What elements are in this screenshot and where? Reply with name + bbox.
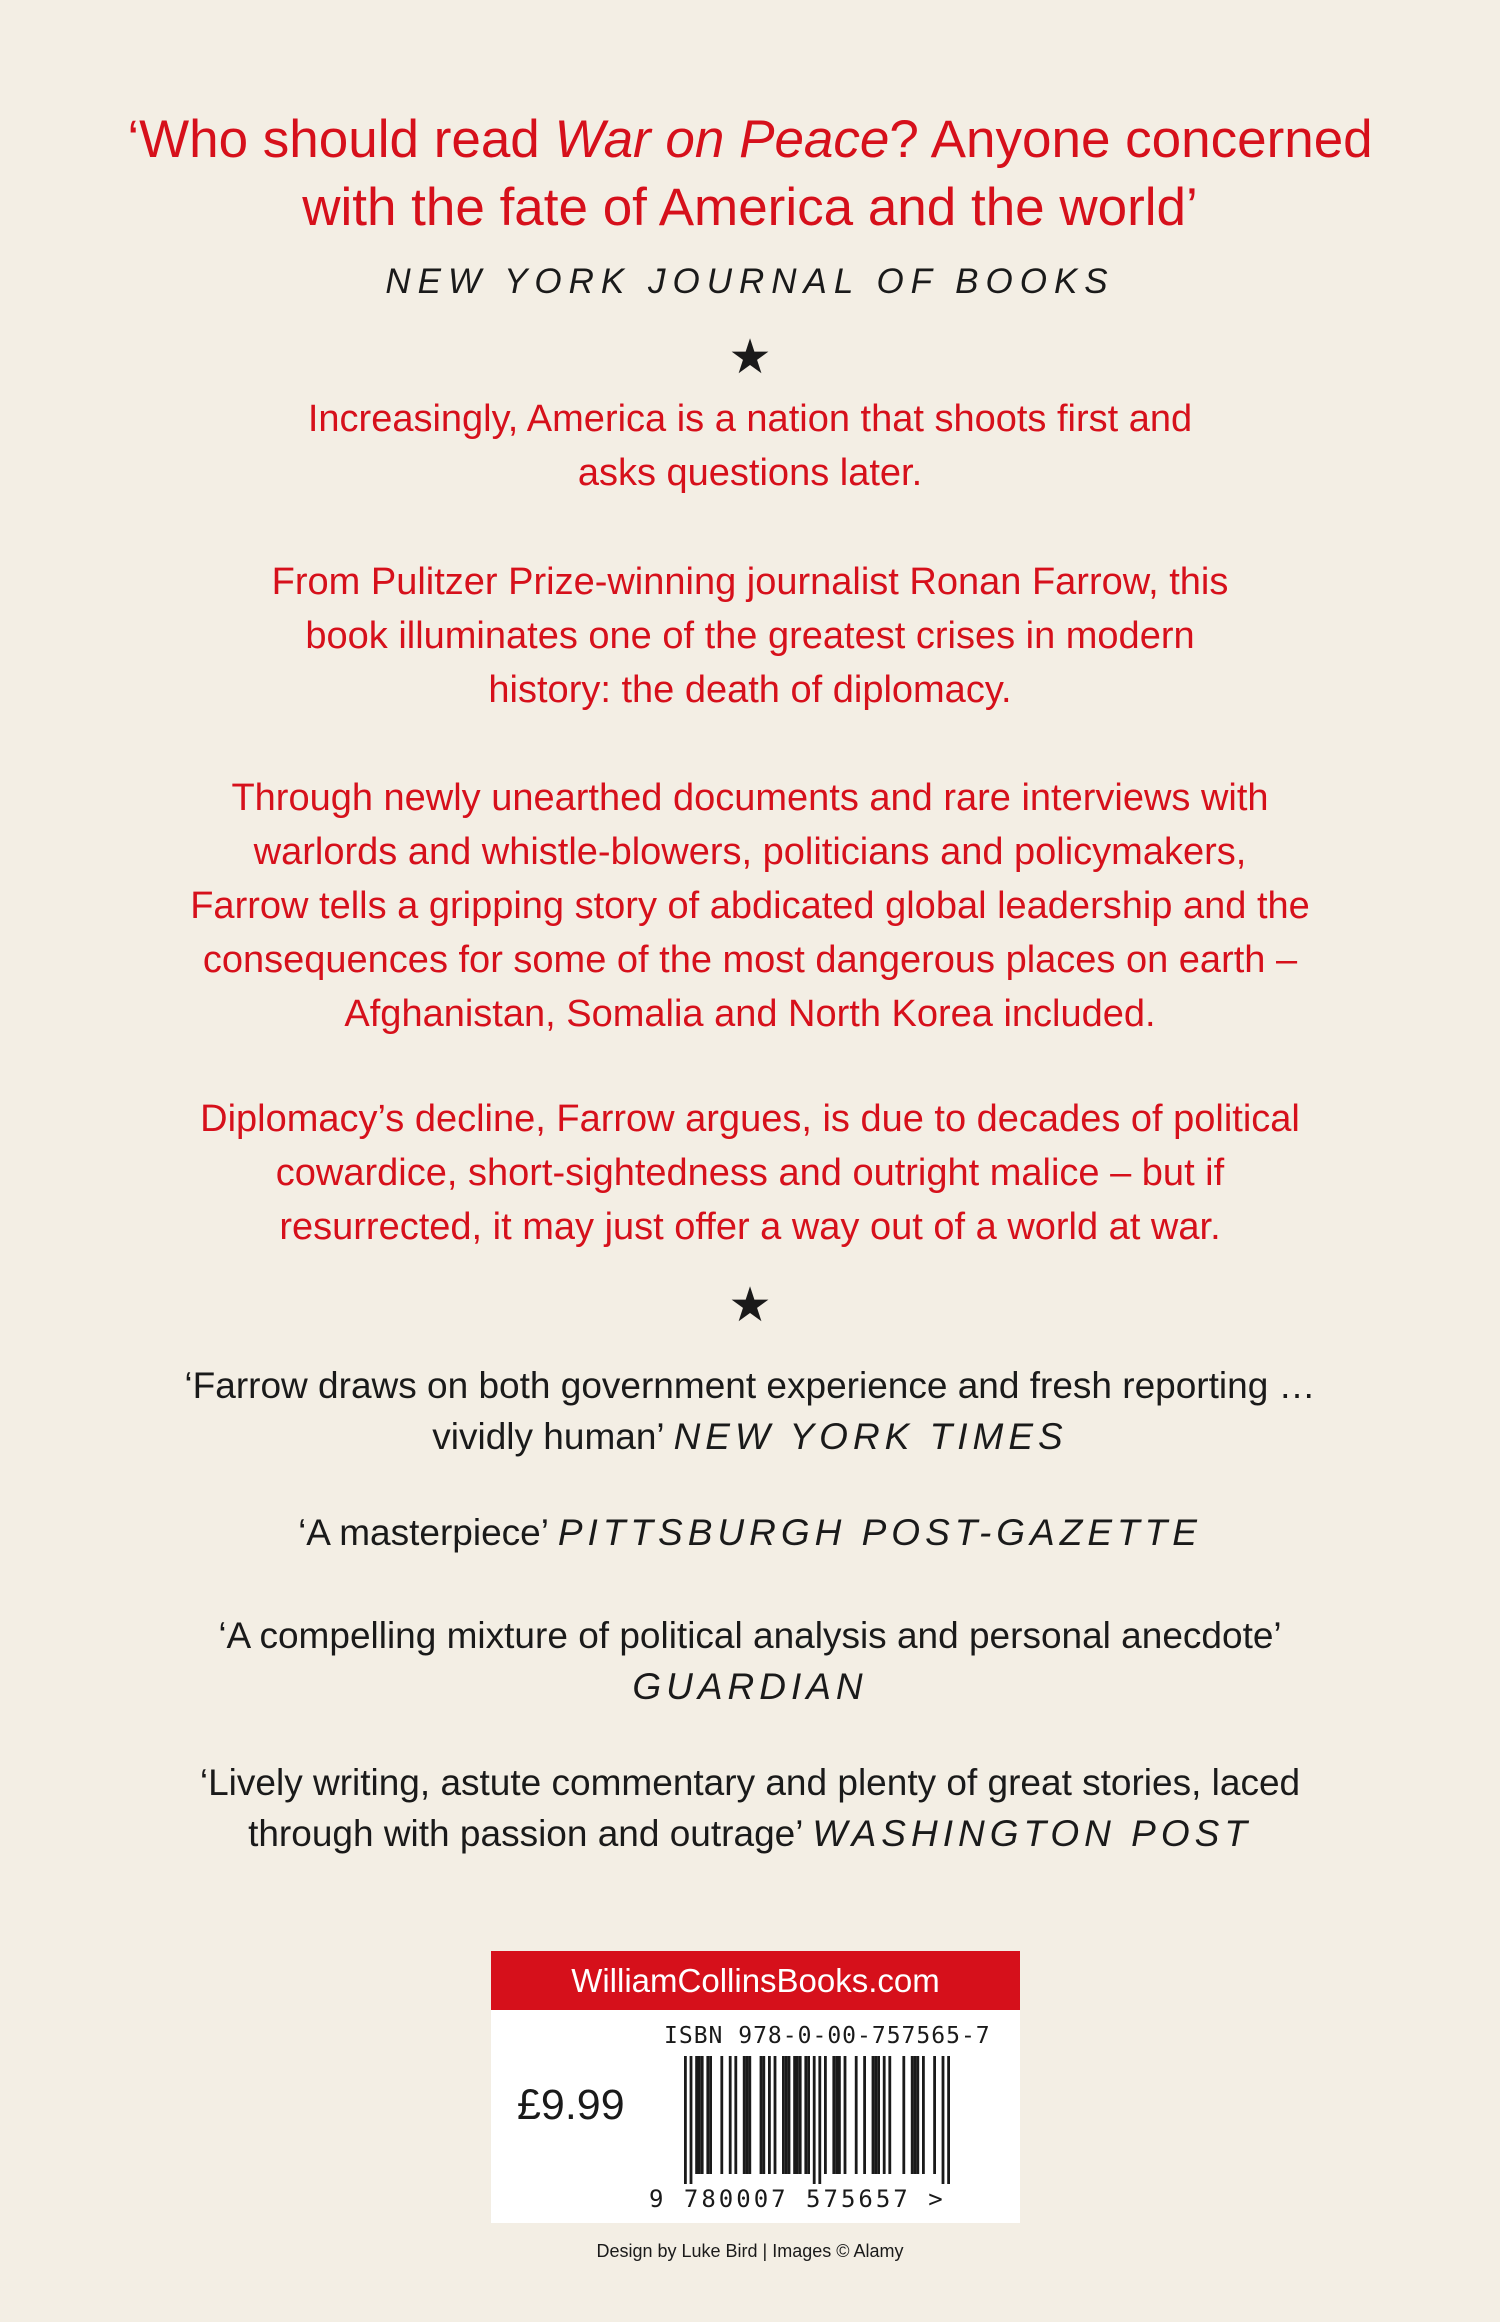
- barcode-bar: [684, 2056, 687, 2184]
- barcode-bar: [916, 2056, 919, 2174]
- barcode-bar: [729, 2056, 732, 2174]
- barcode-panel: [491, 1951, 1020, 2223]
- review-source: NEW YORK TIMES: [673, 1416, 1068, 1457]
- barcode-bar: [760, 2056, 763, 2174]
- barcode-bar: [774, 2056, 777, 2174]
- review-source: GUARDIAN: [632, 1666, 868, 1707]
- barcode-bar: [695, 2056, 698, 2174]
- barcode-bar: [762, 2056, 765, 2174]
- design-credit: Design by Luke Bird | Images © Alamy: [596, 2241, 904, 2261]
- headline-line-2: with the fate of America and the world’: [302, 178, 1198, 237]
- barcode-bar: [902, 2056, 905, 2174]
- barcode-bar: [888, 2056, 891, 2174]
- barcode-bar: [698, 2056, 701, 2174]
- barcode-bar: [855, 2056, 858, 2174]
- barcode-bar: [883, 2056, 886, 2174]
- headline-quote: [0, 106, 1500, 242]
- review-source: WASHINGTON POST: [812, 1813, 1252, 1854]
- barcode-bar: [746, 2056, 749, 2174]
- review-quote: ‘A compelling mixture of political analysis and personal anecdote’ GUARDIAN: [0, 1610, 1500, 1712]
- barcode-bar: [709, 2056, 712, 2174]
- barcode-bar: [832, 2056, 835, 2174]
- blurb-paragraph-4: Diplomacy’s decline, Farrow argues, is due to decades of political cowardice, short-sightedness and outright malice – but if resurrected, it may just offer a way out of a world at war.: [200, 1098, 1300, 1248]
- review-quote: ‘Farrow draws on both government experience and fresh reporting … vividly human’ NEW YORK TIMES: [184, 1365, 1316, 1457]
- barcode-bar: [874, 2056, 877, 2174]
- barcode-bar: [844, 2056, 847, 2174]
- star-divider-top: ★: [728, 331, 772, 384]
- barcode-bar: [838, 2056, 841, 2174]
- publisher-website[interactable]: WilliamCollinsBooks.com: [491, 1951, 1020, 2010]
- ean-digits: 9 780007 575657 >: [649, 2185, 946, 2213]
- barcode-bar: [701, 2056, 704, 2174]
- barcode-bar: [748, 2056, 751, 2174]
- barcode-bar: [796, 2056, 799, 2174]
- headline-source: NEW YORK JOURNAL OF BOOKS: [385, 262, 1115, 301]
- isbn-label: ISBN 978-0-00-757565-7: [664, 2023, 991, 2049]
- barcode-bar: [734, 2056, 737, 2174]
- barcode-bar: [793, 2056, 796, 2174]
- barcode-bar: [768, 2056, 771, 2174]
- barcode-bar: [813, 2056, 816, 2184]
- barcode-bar: [922, 2056, 925, 2174]
- star-divider-bottom: ★: [728, 1279, 772, 1332]
- barcode-bar: [788, 2056, 791, 2174]
- barcode-bar: [835, 2056, 838, 2174]
- barcode-bar: [720, 2056, 723, 2174]
- barcode-bar: [804, 2056, 807, 2174]
- barcode-bar: [818, 2056, 821, 2184]
- barcode-bar: [863, 2056, 866, 2174]
- barcode-bar: [911, 2056, 914, 2174]
- headline-line-1: ‘Who should read War on Peace? Anyone concerned: [127, 110, 1373, 169]
- review-quote: ‘A masterpiece’ PITTSBURGH POST-GAZETTE: [298, 1512, 1202, 1553]
- price: £9.99: [517, 2081, 625, 2129]
- barcode-bar: [743, 2056, 746, 2174]
- barcode-bar: [942, 2056, 945, 2184]
- barcode-bar: [872, 2056, 875, 2174]
- barcode: [684, 2056, 984, 2186]
- book-title: War on Peace: [554, 110, 890, 169]
- barcode-bar: [690, 2056, 693, 2184]
- barcode-bar: [914, 2056, 917, 2174]
- barcode-bar: [706, 2056, 709, 2174]
- barcode-bar: [782, 2056, 785, 2174]
- blurb-paragraph-1: Increasingly, America is a nation that shoots first and asks questions later.: [307, 398, 1193, 494]
- blurb-paragraph-2: From Pulitzer Prize-winning journalist Ronan Farrow, this book illuminates one of the greatest crises in modern history: the death of diplomacy.: [271, 561, 1229, 711]
- blurb-paragraph-3: Through newly unearthed documents and rare interviews with warlords and whistle-blowers, politicians and policymakers, Farrow tells a gripping story of abdicated global leadership and the consequences for some of the most dangerous places on earth – Afghanistan, Somalia and North Korea included.: [190, 777, 1310, 1035]
- barcode-bar: [824, 2056, 827, 2174]
- barcode-bar: [877, 2056, 880, 2174]
- barcode-bar: [933, 2056, 936, 2174]
- barcode-bar: [799, 2056, 802, 2174]
- review-source: PITTSBURGH POST-GAZETTE: [557, 1512, 1202, 1553]
- barcode-bar: [807, 2056, 810, 2174]
- barcode-bar: [785, 2056, 788, 2174]
- review-quote: ‘Lively writing, astute commentary and plenty of great stories, laced through with passion and outrage’ WASHINGTON POST: [199, 1762, 1301, 1854]
- barcode-bar: [947, 2056, 950, 2184]
